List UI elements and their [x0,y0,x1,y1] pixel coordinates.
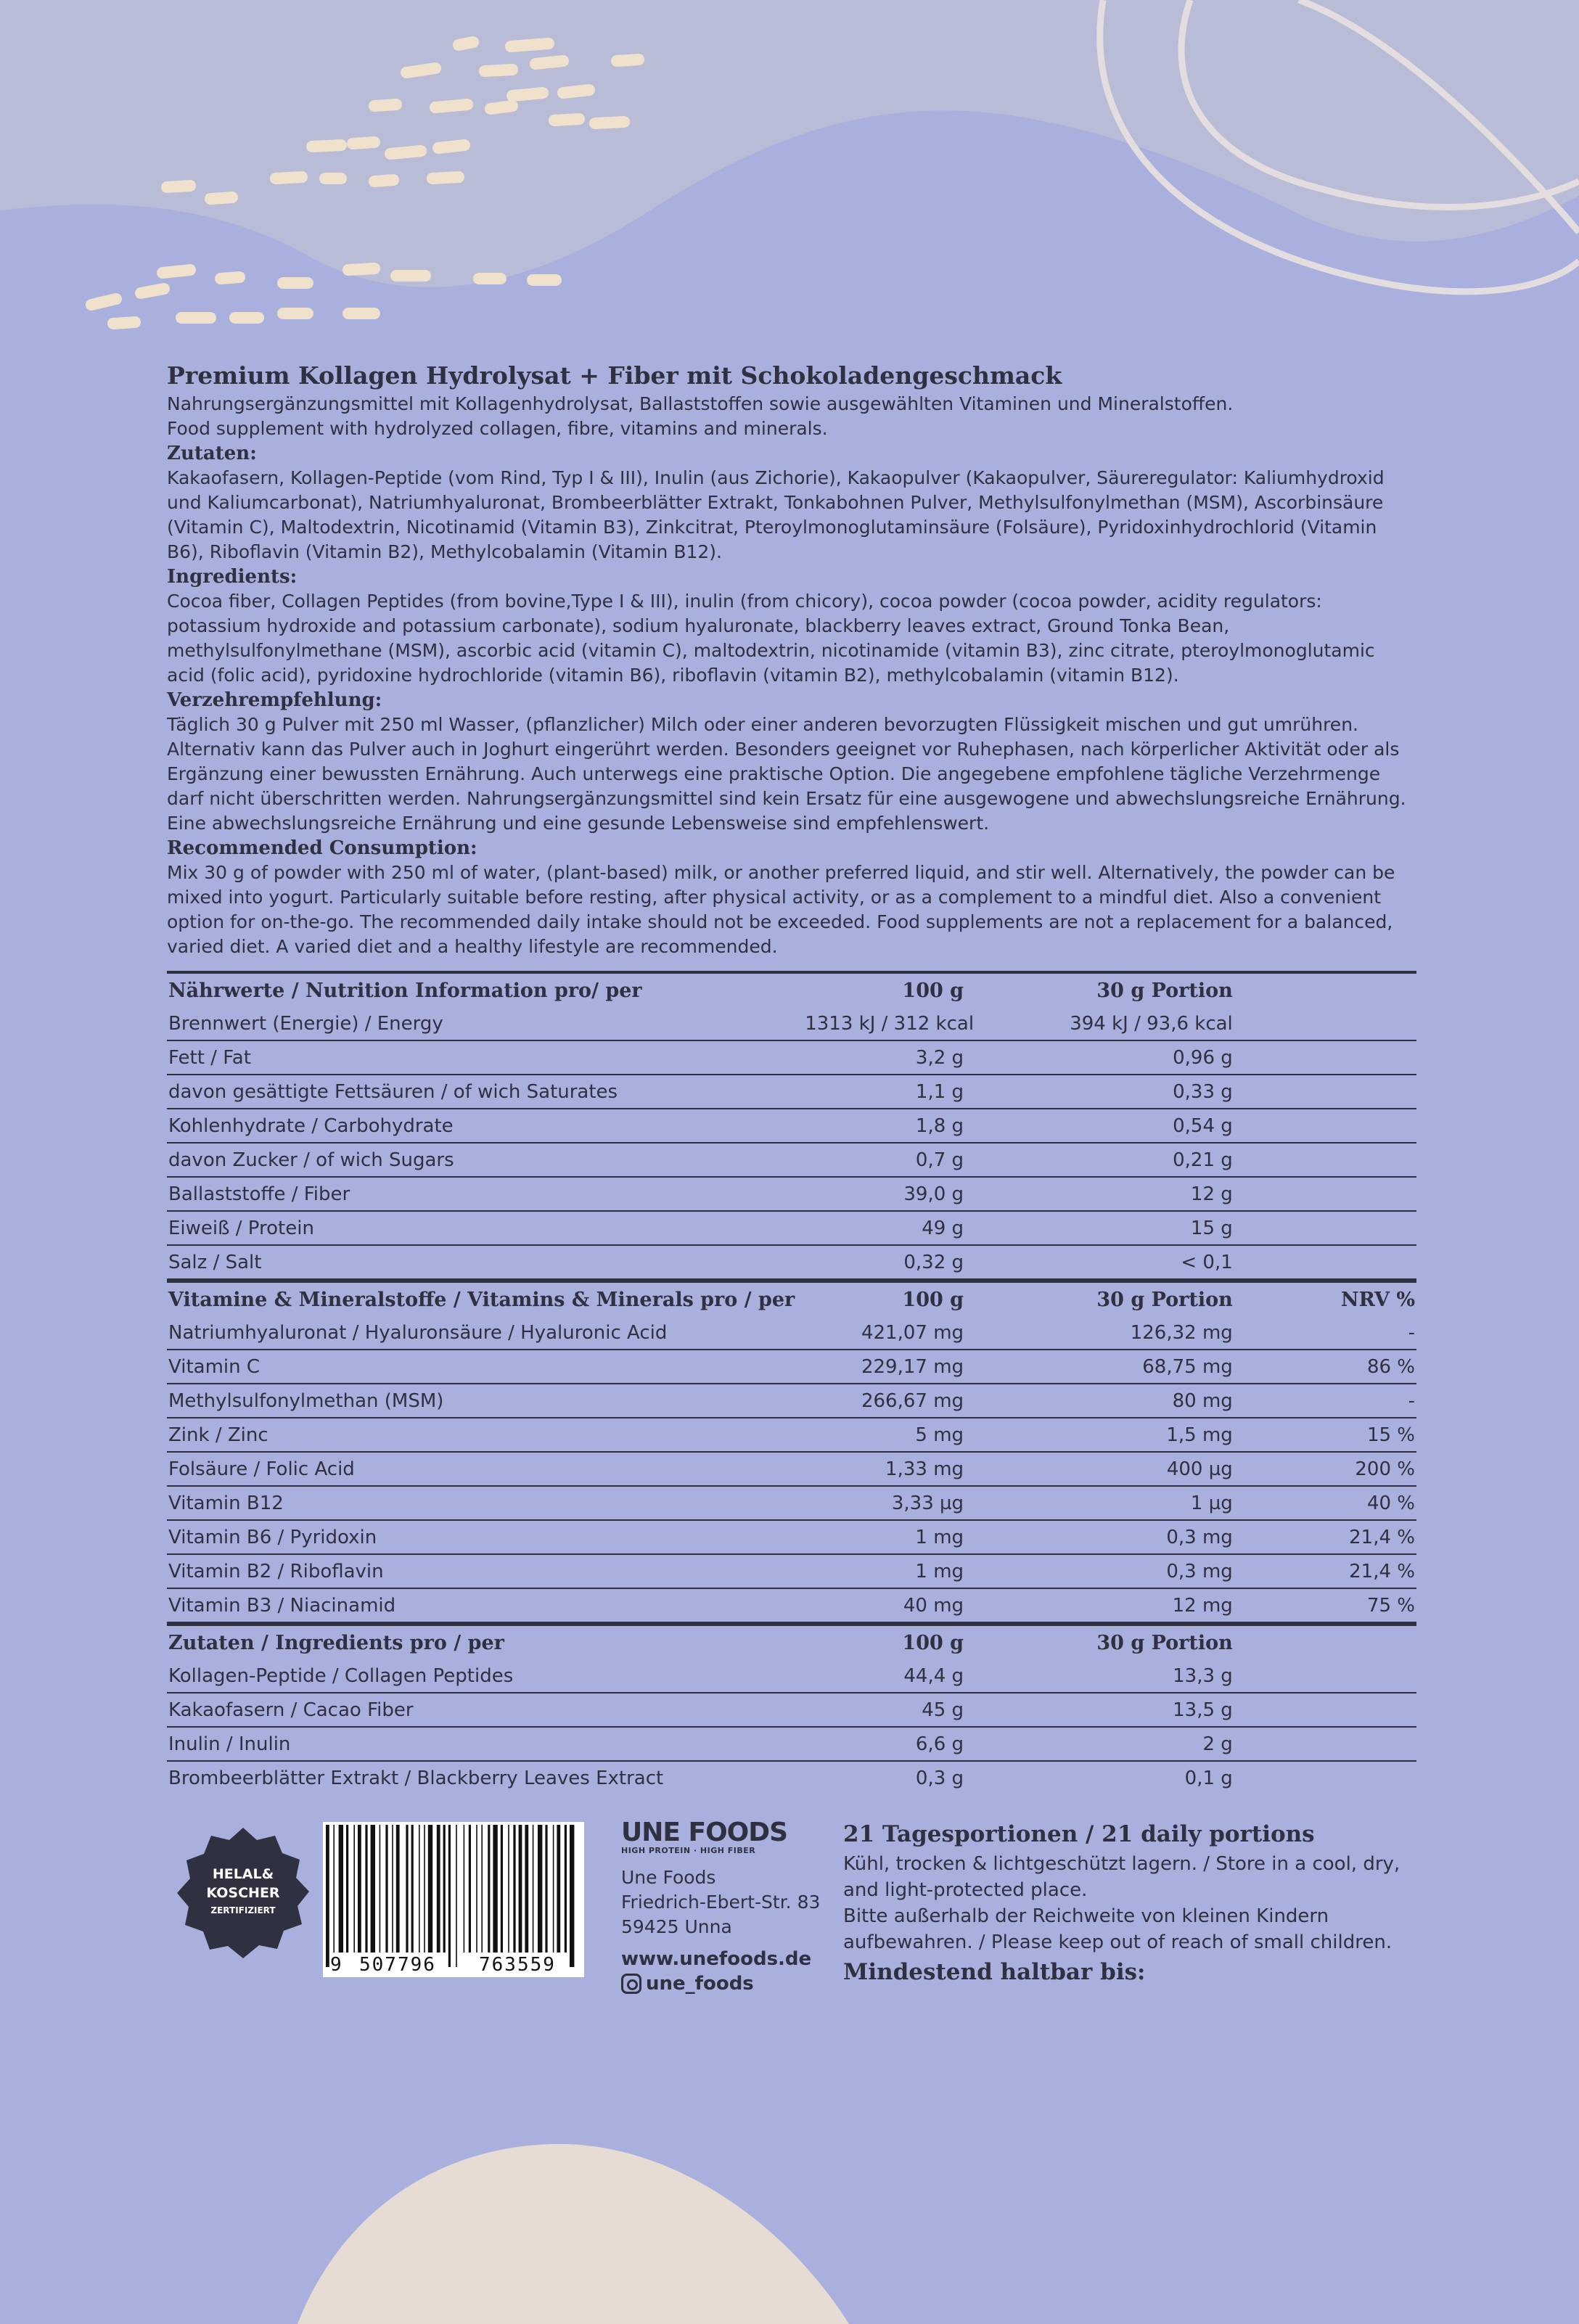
seal-line1: HELAL& [212,1866,274,1882]
table-cell: 40 mg [803,1588,965,1622]
table-cell: Natriumhyaluronat / Hyaluronsäure / Hyaluronic Acid [167,1316,803,1350]
table-row [167,1245,1416,1279]
table-cell: 126,32 mg [965,1316,1234,1350]
footer [167,1818,1415,2035]
daily-portions: 21 Tagesportionen / 21 daily portions [843,1821,1315,1847]
table-cell: Methylsulfonylmethan (MSM) [167,1384,803,1418]
brand-logo: UNE FOODS [621,1818,788,1847]
table-header-cell [1234,972,1416,1007]
table-cell [1234,1245,1416,1279]
nutrition-table [167,971,1416,1280]
table-cell: Inulin / Inulin [167,1727,803,1761]
intro-en: Food supplement with hydrolyzed collagen, fibre, vitamins and minerals. [167,418,828,439]
table-header-cell: Zutaten / Ingredients pro / per [168,1631,504,1654]
vitamins-table [167,1280,1416,1623]
website-link[interactable]: www.unefoods.de [621,1948,812,1970]
table-cell: 1,33 mg [803,1452,965,1486]
table-cell: 0,21 g [965,1143,1234,1177]
zutaten-heading: Zutaten: [167,443,257,464]
table-row [167,1007,1416,1040]
table-cell: 12 g [965,1177,1234,1211]
table-cell [1234,1075,1416,1109]
table-cell: Kakaofasern / Cacao Fiber [167,1693,803,1727]
table-header-cell: 100 g [902,1288,964,1311]
table-cell [1234,1727,1416,1761]
table-row [167,1452,1416,1486]
table-cell: 200 % [1234,1452,1416,1486]
table-header-cell: Vitamine & Mineralstoffe / Vitamins & Minerals pro / per [168,1288,795,1311]
table-row [167,1486,1416,1520]
zutaten-text: Kakaofasern, Kollagen-Peptide (vom Rind, Typ I & III), Inulin (aus Zichorie), Kakaopulver (Kakaopulver, Säureregulator: Kaliumhydroxid und Kaliumcarbonat), Natriumhyaluronat, Brombeerblätter Extrakt, Tonkabohnen Pulver, Methylsulfonylmethan (MSM), Ascorbinsäure (Vitamin C), Maltodextrin, Nicotinamid (Vitamin B3), Zinkcitrat, Pteroylmonoglutaminsäure (Folsäure), Pyridoxinhydrochlorid (Vitamin B6), Riboflavin (Vitamin B2), Methylcobalamin (Vitamin B12). [167,467,1385,562]
table-cell: 421,07 mg [803,1316,965,1350]
table-header-cell: 30 g Portion [1096,979,1233,1002]
table-cell: 13,5 g [965,1693,1234,1727]
table-cell: 0,3 mg [965,1520,1234,1554]
table-cell: 45 g [803,1693,965,1727]
company-city: 59425 Unna [621,1916,732,1937]
table-cell: 0,7 g [803,1143,965,1177]
table-header-cell [1234,1625,1416,1659]
verzehr-heading: Verzehrempfehlung: [167,689,382,711]
table-cell: Vitamin B2 / Riboflavin [167,1554,803,1588]
table-cell: Salz / Salt [167,1245,803,1279]
table-cell: 15 % [1234,1418,1416,1452]
barcode-digits-1: 9 [330,1954,342,1976]
table-row [167,1659,1416,1693]
table-row [167,1418,1416,1452]
seal-line2: KOSCHER [206,1885,280,1901]
storage-line1: Kühl, trocken & lichtgeschützt lagern. / Store in a cool, dry, and light-protected place. [843,1853,1400,1901]
table-cell: 0,3 mg [965,1554,1234,1588]
table-cell [1234,1693,1416,1727]
table-row [167,1211,1416,1245]
table-cell: 0,96 g [965,1040,1234,1075]
table-row [167,1384,1416,1418]
table-cell: 75 % [1234,1588,1416,1622]
table-cell: davon gesättigte Fettsäuren / of wich Saturates [167,1075,803,1109]
table-cell: Brombeerblätter Extrakt / Blackberry Leaves Extract [168,1767,664,1789]
table-row [167,1761,1416,1794]
table-cell: Vitamin B3 / Niacinamid [167,1588,803,1622]
verzehr-text: Täglich 30 g Pulver mit 250 ml Wasser, (pflanzlicher) Milch oder einer anderen bevorzugten Flüssigkeit mischen und gut umrühren. Alternativ kann das Pulver auch in Joghurt eingerührt werden. Besonders geeignet vor Ruhephasen, nach körperlicher Aktivität oder als Ergänzung einer bewussten Ernährung. Auch unterwegs eine praktische Option. Die angegebene empfohlene tägliche Verzehrmenge darf nicht überschritten werden. Nahrungsergänzungsmittel sind kein Ersatz für eine ausgewogene und abwechslungsreiche Ernährung. Eine abwechslungsreiche Ernährung und eine gesunde Lebensweise sind empfehlenswert. [167,714,1406,834]
table-cell: 12 mg [965,1588,1234,1622]
consumption-text: Mix 30 g of powder with 250 ml of water, (plant-based) milk, or another preferred liquid, and stir well. Alternatively, the powder can be mixed into yogurt. Particularly suitable before resting, after physical activity, or as a complement to a mindful diet. Also a convenient option for on-the-go. The recommended daily intake should not be exceeded. Food supplements are not a replacement for a balanced, varied diet. A varied diet and a healthy lifestyle are recommended. [167,862,1395,957]
table-cell: 266,67 mg [803,1384,965,1418]
table-row [167,1350,1416,1384]
table-cell: Eiweiß / Protein [167,1211,803,1245]
halal-kosher-seal [174,1826,312,1964]
ingredients-heading: Ingredients: [167,566,298,588]
seal-line3: ZERTIFIZIERT [210,1905,276,1916]
table-cell: 5 mg [803,1418,965,1452]
table-cell: Folsäure / Folic Acid [167,1452,803,1486]
table-cell: 15 g [965,1211,1234,1245]
table-cell: davon Zucker / of wich Sugars [167,1143,803,1177]
table-cell: 3,33 µg [803,1486,965,1520]
table-cell [1234,1143,1416,1177]
table-cell: Brennwert (Energie) / Energy [167,1007,803,1040]
table-cell: - [1234,1384,1416,1418]
brand-tagline: HIGH PROTEIN · HIGH FIBER [621,1846,756,1855]
table-cell: Ballaststoffe / Fiber [167,1177,803,1211]
table-cell: 0,3 g [915,1767,964,1789]
table-row [167,1727,1416,1761]
table-header-row [167,1281,1416,1316]
table-cell: 0,32 g [803,1245,965,1279]
table-cell: 13,3 g [965,1659,1234,1693]
table-cell: 1 mg [803,1520,965,1554]
table-cell: 0,1 g [1184,1767,1233,1789]
table-cell: Fett / Fat [167,1040,803,1075]
table-cell: < 0,1 [965,1245,1234,1279]
table-header-row [167,1625,1416,1659]
table-cell [1234,1211,1416,1245]
spacer [167,959,1415,971]
table-cell: 1313 kJ / 312 kcal [803,1007,965,1040]
company-info [621,1818,839,1995]
table-header-row [167,972,1416,1007]
table-cell [1234,1659,1416,1693]
table-cell: 86 % [1234,1350,1416,1384]
table-row [167,1143,1416,1177]
table-cell: 21,4 % [1234,1520,1416,1554]
table-cell: 2 g [965,1727,1234,1761]
table-row [167,1075,1416,1109]
company-address [621,1865,839,1939]
table-cell: 39,0 g [803,1177,965,1211]
consumption-heading: Recommended Consumption: [167,837,477,859]
table-cell [1234,1109,1416,1143]
barcode [323,1822,584,1977]
ingredients-text: Cocoa fiber, Collagen Peptides (from bovine,Type I & III), inulin (from chicory), cocoa powder (cocoa powder, acidity regulators: potassium hydroxide and potassium carbonate), sodium hyaluronate, blackberry leaves extract, Ground Tonka Bean, methylsulfonylmethane (MSM), ascorbic acid (vitamin C), maltodextrin, nicotinamide (vitamin B3), zinc citrate, pteroylmonoglutamic acid (folic acid), pyridoxine hydrochloride (vitamin B6), riboflavin (vitamin B2), methylcobalamin (vitamin B12). [167,591,1375,686]
table-header-cell: Nährwerte / Nutrition Information pro/ per [168,979,642,1002]
best-before: Mindestend haltbar bis: [843,1959,1146,1985]
product-title: Premium Kollagen Hydrolysat + Fiber mit Schokoladengeschmack [167,361,1062,390]
table-cell: 3,2 g [803,1040,965,1075]
table-cell: 394 kJ / 93,6 kcal [965,1007,1234,1040]
table-cell: Kollagen-Peptide / Collagen Peptides [167,1659,803,1693]
barcode-digits-2: 507796 [359,1954,436,1976]
table-row [167,1109,1416,1143]
storage-line2: Bitte außerhalb der Reichweite von kleinen Kindern aufbewahren. / Please keep out of reach of small children. [843,1905,1393,1953]
table-row [167,1520,1416,1554]
storage-info [843,1818,1424,1989]
table-row [167,1177,1416,1211]
table-cell: 21,4 % [1234,1554,1416,1588]
table-header-cell: 30 g Portion [1096,1631,1233,1654]
table-cell: 6,6 g [803,1727,965,1761]
table-cell: 68,75 mg [965,1350,1234,1384]
table-cell [1234,1761,1416,1794]
table-cell: Vitamin B6 / Pyridoxin [167,1520,803,1554]
table-cell: 1 mg [803,1554,965,1588]
table-cell: 44,4 g [803,1659,965,1693]
label-content [167,360,1415,1794]
barcode-digits-3: 763559 [479,1954,556,1976]
table-cell [1234,1177,1416,1211]
table-row [167,1316,1416,1350]
table-header-cell: 30 g Portion [1096,1288,1233,1311]
table-header-cell: 100 g [902,1631,964,1654]
table-cell [1234,1040,1416,1075]
instagram-handle[interactable] [621,1973,839,1995]
table-cell: Zink / Zinc [167,1418,803,1452]
instagram-icon [621,1974,641,1994]
table-cell: - [1234,1316,1416,1350]
table-cell: Vitamin C [167,1350,803,1384]
company-name: Une Foods [621,1867,716,1888]
table-cell: 400 µg [965,1452,1234,1486]
table-row [167,1554,1416,1588]
intro-de: Nahrungsergänzungsmittel mit Kollagenhydrolysat, Ballaststoffen sowie ausgewählten Vitaminen und Mineralstoffen. [167,393,1234,414]
table-cell: 40 % [1234,1486,1416,1520]
table-cell: 80 mg [965,1384,1234,1418]
table-cell: 1,8 g [803,1109,965,1143]
company-street: Friedrich-Ebert-Str. 83 [621,1892,821,1913]
table-cell: 49 g [803,1211,965,1245]
table-row [167,1588,1416,1622]
table-cell: 1 µg [965,1486,1234,1520]
instagram-name: une_foods [646,1973,754,1995]
table-header-cell: NRV % [1340,1288,1415,1311]
table-header-cell: 100 g [902,979,964,1002]
table-cell: 229,17 mg [803,1350,965,1384]
table-cell: 1,1 g [803,1075,965,1109]
table-row [167,1040,1416,1075]
table-cell: Vitamin B12 [167,1486,803,1520]
table-row [167,1693,1416,1727]
table-cell: Kohlenhydrate / Carbohydrate [167,1109,803,1143]
table-cell [1234,1007,1416,1040]
table-cell: 0,54 g [965,1109,1234,1143]
table-cell: 0,33 g [965,1075,1234,1109]
ingredient-amounts-table [167,1623,1416,1794]
table-cell: 1,5 mg [965,1418,1234,1452]
